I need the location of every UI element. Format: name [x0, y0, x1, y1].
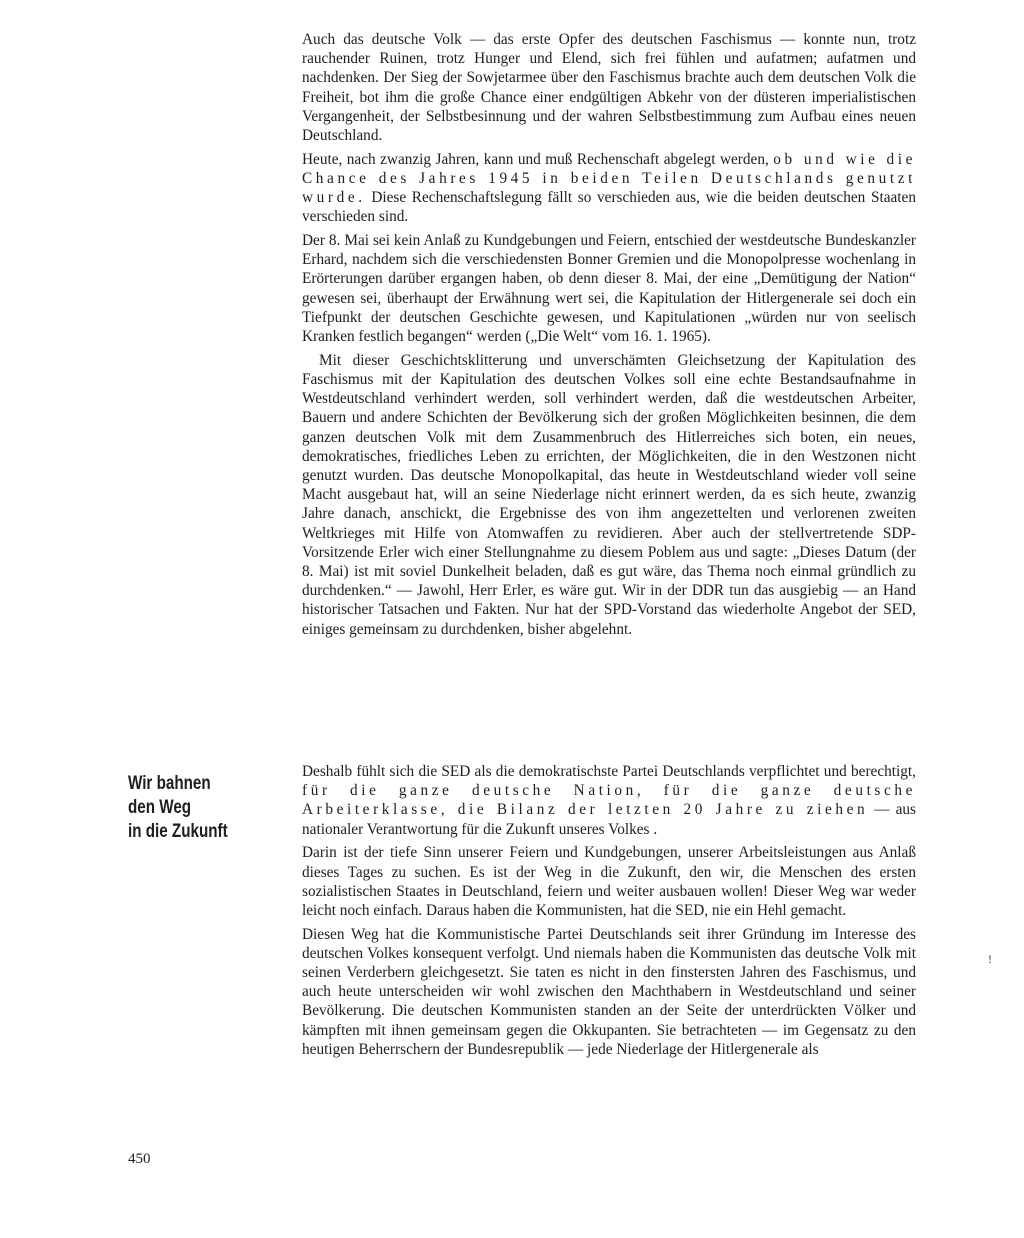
paragraph-4: Mit dieser Geschichtsklitterung und unverschämten Gleichsetzung der Kapitulation des Faschismus mit der Kapitulation des deutschen Volkes soll eine echte Bestandsaufnahme in Westdeutschland verhindert werden, soll verhindert werden, daß die westdeutschen Arbeiter, Bauern und andere Schichten der Bevölkerung sich der großen Möglichkeiten besinnen, die dem ganzen deutschen Volk mit dem Zusammenbruch des Hitlerreiches sich boten, ein neues, demokratisches, friedliches Leben zu errichten, der Möglichkeiten, die in den Westzonen nicht genutzt wurden. Das deutsche Monopolkapital, das heute in Westdeutschland wieder voll seine Macht ausgebaut hat, will an seine Niederlage nicht erinnert werden, da es sich heute, zwanzig Jahre danach, anschickt, die Ergebnisse des von ihm angezettelten und verlorenen zweiten Weltkrieges mit Hilfe von Atomwaffen zu revidieren. Aber auch der stellvertretende SDP-Vorsitzende Erler wich einer Stellungnahme zu diesem Poblem aus und sagte: „Dieses Datum (der 8. Mai) ist mit soviel Dunkelheit beladen, daß es gut wäre, das Thema noch einmal gründlich zu durchdenken.“ — Jawohl, Herr Erler, es wäre gut. Wir in der DDR tun das ausgiebig — an Hand historischer Tatsachen und Fakten. Nur hat der SPD-Vorstand das wiederholte Angebot der SED, einiges gemeinsam zu durchdenken, bisher abgelehnt.: [302, 351, 916, 638]
paragraph-5-end: — aus nationaler Verantwortung für die Zukunft unseres Volkes .: [302, 801, 916, 838]
section-heading-line-3: in die Zukunft: [128, 821, 228, 842]
paragraph-2: [302, 150, 916, 227]
section-heading-line-1: Wir bahnen: [128, 773, 211, 794]
page-number: 450: [128, 1151, 151, 1167]
paragraph-2-emphasis: ob und wie die Chance des Jahres 1945 in beiden Teilen Deutschlands genutzt wurde.: [302, 150, 917, 207]
margin-mark: !: [988, 952, 992, 966]
paragraph-5-emphasis: für die ganze deutsche Nation, für die ganze deutsche Arbeiterklasse, die Bilanz der letzten 20 Jahre zu ziehen: [302, 782, 916, 819]
main-text-lower: [302, 762, 916, 1064]
paragraph-6: Darin ist der tiefe Sinn unserer Feiern und Kundgebungen, unserer Arbeitsleistungen aus Anlaß dieses Tages zu suchen. Es ist der Weg in die Zukunft, den wir, die Menschen des ersten sozialistischen Staates in Deutschland, feiern und weiter ausbauen wollen! Dieser Weg war weder leicht noch einfach. Daraus haben die Kommunisten, hat die SED, nie ein Hehl gemacht.: [302, 844, 916, 919]
paragraph-5: [302, 762, 916, 839]
paragraph-5-start: Deshalb fühlt sich die SED als die demokratischste Partei Deutschlands verpflichtet und berechtigt,: [302, 763, 916, 780]
paragraph-7: Diesen Weg hat die Kommunistische Partei Deutschlands seit ihrer Gründung im Interesse des deutschen Volkes konsequent verfolgt. Und niemals haben die Kommunisten das deutsche Volk mit seinen Verderbern gleichgesetzt. Sie taten es nicht in den finstersten Jahren des Faschismus, und auch heute unterscheiden wir wohl zwischen den Machthabern in Westdeutschland und seiner Bevölkerung. Die deutschen Kommunisten standen an der Seite der unterdrückten Völker und kämpften mit ihnen gemeinsam gegen die Okkupanten. Sie betrachteten — im Gegensatz zu den heutigen Beherrschern der Bundesrepublik — jede Niederlage der Hitlergenerale als: [302, 925, 916, 1058]
paragraph-2-end: Diese Rechenschaftslegung fällt so verschieden aus, wie die beiden deutschen Staaten verschieden sind.: [302, 189, 916, 226]
paragraph-2-start: Heute, nach zwanzig Jahren, kann und muß Rechenschaft abgelegt werden,: [302, 150, 769, 168]
paragraph-3: Der 8. Mai sei kein Anlaß zu Kundgebungen und Feiern, entschied der westdeutsche Bundeskanzler Erhard, nachdem sich die verschiedensten Bonner Gremien und die Monopolpresse wochenlang in Erörterungen darüber ergangen haben, ob denn dieser 8. Mai, der eine „Demütigung der Nation“ gewesen sei, überhaupt der Erwähnung wert sei, die Kapitulation der Hitlergenerale sei doch ein Tiefpunkt der deutschen Geschichte gewesen, und Kapitulationen „würden nur von seelisch Kranken festlich begangen“ werden („Die Welt“ vom 16. 1. 1965).: [302, 232, 916, 346]
section-heading-line-2: den Weg: [128, 797, 192, 818]
main-text-upper: [302, 30, 916, 643]
section-heading: [128, 772, 256, 844]
paragraph-1: Auch das deutsche Volk — das erste Opfer des deutschen Faschismus — konnte nun, trotz rauchender Ruinen, trotz Hunger und Elend, sich frei fühlen und aufatmen; aufatmen und nachdenken. Der Sieg der Sowjetarmee über den Faschismus brachte auch dem deutschen Volk die Freiheit, bot ihm die große Chance einer endgültigen Abkehr von der düsteren imperialistischen Vergangenheit, der Selbstbesinnung und der wahren Selbstbestimmung zum Aufbau eines neuen Deutschland.: [302, 31, 916, 145]
